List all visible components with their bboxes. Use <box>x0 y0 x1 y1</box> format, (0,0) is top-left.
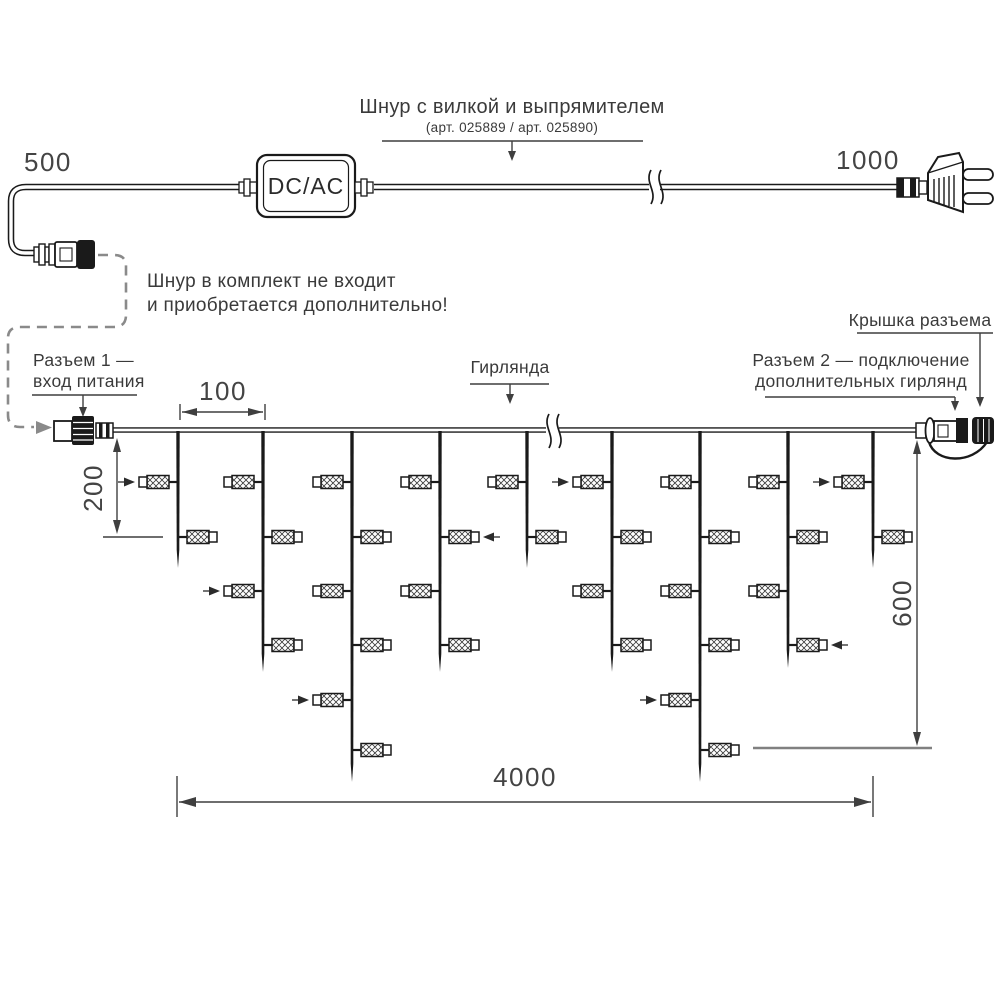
cord-output-connector <box>34 240 95 269</box>
led-bulb <box>661 476 700 489</box>
connector2-label-line2: дополнительных гирлянд <box>754 371 968 391</box>
led-bulb <box>612 639 651 652</box>
dim-200-label: 200 <box>78 464 109 512</box>
garland-input-connector <box>54 416 113 445</box>
led-bulb <box>203 585 263 598</box>
connector2-label-line1: Разъем 2 — подключение <box>752 350 970 370</box>
marked-bulb-arrow-icon <box>203 587 220 596</box>
led-bulb <box>873 531 912 544</box>
garland-drop <box>118 431 217 568</box>
marked-bulb-arrow-icon <box>831 641 848 650</box>
led-bulb <box>612 531 651 544</box>
garland-drop <box>640 431 739 782</box>
marked-bulb-arrow-icon <box>118 478 135 487</box>
led-bulb <box>313 585 352 598</box>
marked-bulb-arrow-icon <box>483 533 500 542</box>
led-bulb <box>313 476 352 489</box>
led-bulb <box>118 476 178 489</box>
cord-title-leader <box>382 141 643 161</box>
connector2-leader <box>765 397 959 411</box>
led-bulb <box>749 585 788 598</box>
garland-main-wire <box>112 414 916 448</box>
cord-length-right-label: 1000 <box>836 145 900 175</box>
led-bulb <box>700 744 739 757</box>
cord-subtitle: (арт. 025889 / арт. 025890) <box>425 120 599 135</box>
marked-bulb-arrow-icon <box>813 478 830 487</box>
dashed-path-arrowhead <box>36 421 52 434</box>
dashed-connection-path <box>8 255 126 434</box>
marked-bulb-arrow-icon <box>640 696 657 705</box>
led-bulb <box>263 531 302 544</box>
cord-connector-black-cap <box>77 240 95 269</box>
garland-drop <box>813 431 912 568</box>
led-bulb <box>352 744 391 757</box>
dim-600-label: 600 <box>887 579 918 627</box>
led-bulb <box>263 639 302 652</box>
led-bulb <box>661 585 700 598</box>
garland-drops <box>118 431 912 782</box>
cap-tether <box>929 442 987 459</box>
marked-bulb-arrow-icon <box>292 696 309 705</box>
dcac-converter-label: DC/AC <box>267 173 345 199</box>
led-bulb <box>788 531 827 544</box>
cord-length-left-label: 500 <box>24 147 72 177</box>
garland-drop <box>749 431 848 668</box>
garland-drop <box>292 431 391 782</box>
plug-prong <box>963 169 993 180</box>
led-bulb <box>749 476 788 489</box>
led-bulb <box>700 639 739 652</box>
mains-plug <box>897 153 993 212</box>
cap-label: Крышка разъема <box>848 310 992 330</box>
led-bulb <box>573 585 612 598</box>
connector1-label-line2: вход питания <box>33 371 145 391</box>
led-bulb <box>352 639 391 652</box>
led-bulb <box>401 585 440 598</box>
garland-output-connector <box>916 417 994 459</box>
garland-drop <box>203 431 302 672</box>
power-cord-cable-right <box>374 170 898 204</box>
led-bulb <box>488 476 527 489</box>
led-bulb <box>352 531 391 544</box>
marked-bulb-arrow-icon <box>552 478 569 487</box>
cable-break-symbol <box>649 170 663 204</box>
led-bulb <box>788 639 848 652</box>
garland-drop <box>401 431 500 672</box>
led-bulb <box>440 531 500 544</box>
connector1-label-line1: Разъем 1 — <box>33 350 134 370</box>
led-bulb <box>292 694 352 707</box>
led-bulb <box>178 531 217 544</box>
led-bulb <box>700 531 739 544</box>
power-cord-cable-left <box>11 187 240 253</box>
led-bulb <box>640 694 700 707</box>
plug-prong <box>963 193 993 204</box>
cord-note-line2: и приобретается дополнительно! <box>147 295 448 316</box>
dim-4000-label: 4000 <box>493 762 557 792</box>
garland-label-leader <box>470 384 549 404</box>
led-bulb <box>552 476 612 489</box>
garland-drop <box>552 431 651 672</box>
led-bulb <box>527 531 566 544</box>
led-bulb <box>813 476 873 489</box>
cord-title: Шнур с вилкой и выпрямителем <box>359 96 665 118</box>
led-bulb <box>440 639 479 652</box>
garland-label: Гирлянда <box>470 357 550 377</box>
led-bulb <box>224 476 263 489</box>
garland-drop <box>488 431 566 568</box>
dim-100-label: 100 <box>199 376 247 406</box>
led-bulb <box>401 476 440 489</box>
connector1-leader <box>32 395 137 417</box>
cord-note-line1: Шнур в комплект не входит <box>147 271 396 292</box>
